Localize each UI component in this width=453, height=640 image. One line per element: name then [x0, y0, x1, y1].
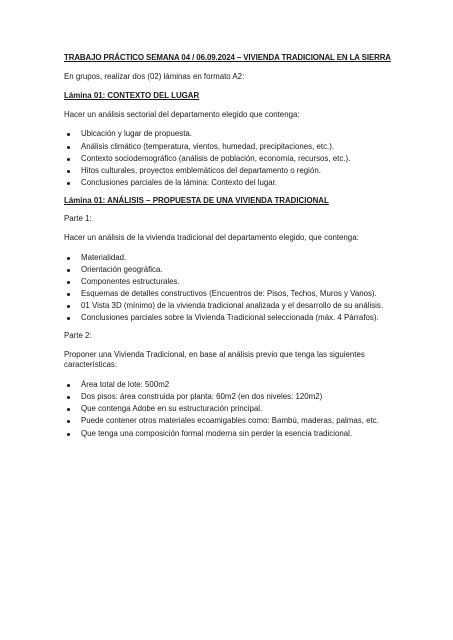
list-item: Orientación geográfica.: [64, 265, 403, 276]
document-title: TRABAJO PRÁCTICO SEMANA 04 / 06.09.2024 – VIVIENDA TRADICIONAL EN LA SIERRA: [64, 53, 391, 62]
parte1-label: Parte 1:: [64, 214, 92, 224]
list-item: Análisis climático (temperatura, vientos, humedad, precipitaciones, etc.).: [64, 142, 403, 153]
parte2-list: [64, 380, 403, 439]
list-item: Componentes estructurales.: [64, 277, 403, 288]
list-item: Que contenga Adobe en su estructuración principal.: [64, 404, 403, 415]
list-item: Esquemas de detalles constructivos (Encuentros de: Pisos, Techos, Muros y Vanos).: [64, 289, 403, 300]
list-item: Dos pisos: área construida por planta: 60m2 (en dos niveles: 120m2): [64, 392, 403, 403]
lamina1-intro: Hacer un análisis sectorial del departamento elegido que contenga:: [64, 109, 300, 119]
document-intro: En grupos, realizar dos (02) láminas en formato A2:: [64, 71, 245, 81]
parte2-label: Parte 2:: [64, 331, 92, 341]
parte2-intro: Proponer una Vivienda Tradicional, en base al análisis previo que tenga las siguientes características:: [64, 349, 365, 370]
list-item: Conclusiones parciales de la lámina: Contexto del lugar.: [64, 178, 403, 189]
parte1-list: [64, 253, 403, 325]
lamina1-list: [64, 129, 403, 188]
list-item: Puede contener otros materiales ecoamigables como: Bambú, maderas, palmas, etc.: [64, 416, 403, 427]
list-item: Hitos culturales, proyectos emblemáticos del departamento o región.: [64, 166, 403, 177]
list-item: 01 Vista 3D (mínimo) de la vivienda tradicional analizada y el desarrollo de su análisis.: [64, 301, 403, 312]
list-item: Ubicación y lugar de propuesta.: [64, 129, 403, 140]
list-item: Que tenga una composición formal moderna sin perder la esencia tradicional.: [64, 429, 403, 440]
lamina1-heading: Lámina 01: CONTEXTO DEL LUGAR: [64, 91, 200, 101]
list-item: Área total de lote: 500m2: [64, 380, 403, 391]
list-item: Contexto sociodemográfico (análisis de población, economía, recursos, etc.).: [64, 154, 403, 165]
parte1-intro: Hacer un análisis de la vivienda tradicional del departamento elegido, que contenga:: [64, 232, 359, 242]
list-item: Materialidad.: [64, 253, 403, 264]
lamina2-heading: Lámina 01: ANÁLISIS – PROPUESTA DE UNA VIVIENDA TRADICIONAL: [64, 195, 329, 205]
list-item: Conclusiones parciales sobre la Vivienda Tradicional seleccionada (máx. 4 Párrafos).: [64, 313, 403, 324]
